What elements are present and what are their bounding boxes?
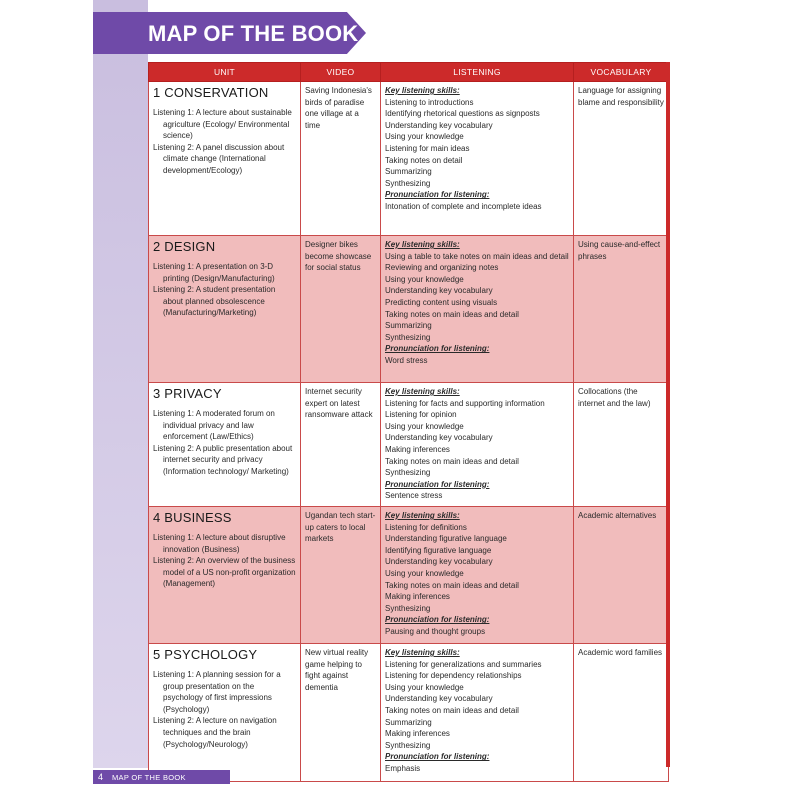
listening-cell <box>381 236 574 383</box>
skill-item: Identifying rhetorical questions as signposts <box>385 109 540 119</box>
skill-item: Understanding key vocabulary <box>385 557 493 567</box>
skill-item: Identifying figurative language <box>385 545 492 555</box>
pronunciation-item: Intonation of complete and incomplete ideas <box>385 201 542 211</box>
unit-title: 2 DESIGN <box>153 239 216 254</box>
skill-item: Summarizing <box>385 167 432 177</box>
skill-item: Synthesizing <box>385 468 431 478</box>
skill-item: Listening to introductions <box>385 97 474 107</box>
vocabulary-cell <box>574 644 669 782</box>
skill-item: Using your knowledge <box>385 682 464 692</box>
listening-1-description: Listening 1: A presentation on 3-D printing (Design/Manufacturing) <box>153 262 275 283</box>
column-header-video: VIDEO <box>301 63 381 82</box>
pronunciation-heading: Pronunciation for listening: <box>385 752 490 762</box>
listening-2-description: Listening 2: An overview of the business model of a US non-profit organization (Management) <box>153 556 296 589</box>
left-margin-band <box>93 0 148 768</box>
video-title: Designer bikes become showcase for social status <box>305 240 372 273</box>
listening-1-description: Listening 1: A lecture about sustainable agriculture (Ecology/ Environmental science) <box>153 108 292 141</box>
unit-title: 1 CONSERVATION <box>153 85 269 100</box>
listening-1-description: Listening 1: A lecture about disruptive innovation (Business) <box>153 533 286 554</box>
listening-2-description: Listening 2: A lecture on navigation techniques and the brain (Psychology/Neurology) <box>153 716 277 749</box>
skill-item: Taking notes on main ideas and detail <box>385 705 519 715</box>
skill-item: Listening for dependency relationships <box>385 671 522 681</box>
skill-item: Listening for main ideas <box>385 143 470 153</box>
skill-item: Listening for facts and supporting information <box>385 398 545 408</box>
skills-heading: Key listening skills: <box>385 86 460 95</box>
skill-item: Summarizing <box>385 717 432 727</box>
pronunciation-item: Pausing and thought groups <box>385 626 486 636</box>
pronunciation-heading: Pronunciation for listening: <box>385 190 490 200</box>
vocabulary-text: Using cause-and-effect phrases <box>578 240 661 261</box>
listening-1-description: Listening 1: A moderated forum on individual privacy and law enforcement (Law/Ethics) <box>153 409 275 442</box>
table-row <box>149 644 669 782</box>
skill-item: Understanding figurative language <box>385 534 507 544</box>
skill-item: Making inferences <box>385 729 450 739</box>
vocabulary-cell <box>574 507 669 644</box>
vocabulary-text: Language for assigning blame and responsibility <box>578 86 664 107</box>
table-row <box>149 236 669 383</box>
unit-cell <box>149 236 301 383</box>
listening-cell <box>381 644 574 782</box>
table-row <box>149 383 669 507</box>
pronunciation-heading: Pronunciation for listening: <box>385 344 490 354</box>
vocabulary-text: Academic word families <box>578 648 663 657</box>
skill-item: Using your knowledge <box>385 132 464 142</box>
skill-item: Reviewing and organizing notes <box>385 263 499 273</box>
skill-item: Using a table to take notes on main ideas and detail <box>385 251 569 261</box>
pronunciation-item: Word stress <box>385 355 428 365</box>
page-number: 4 <box>98 772 104 782</box>
listening-2-description: Listening 2: A public presentation about internet security and privacy (Information technology/ Marketing) <box>153 443 293 476</box>
table-header-row <box>149 63 669 82</box>
video-title: Ugandan tech start-up caters to local markets <box>305 511 376 544</box>
skill-item: Synthesizing <box>385 178 431 188</box>
listening-2-description: Listening 2: A panel discussion about climate change (International development/Ecology) <box>153 142 285 175</box>
video-title: Saving Indonesia's birds of paradise one village at a time <box>305 86 372 130</box>
listening-cell <box>381 82 574 236</box>
column-header-unit: UNIT <box>149 63 301 82</box>
skill-item: Synthesizing <box>385 332 431 342</box>
pronunciation-heading: Pronunciation for listening: <box>385 615 490 625</box>
skill-item: Taking notes on main ideas and detail <box>385 309 519 319</box>
skill-item: Understanding key vocabulary <box>385 694 493 704</box>
unit-title: 4 BUSINESS <box>153 510 232 525</box>
skill-item: Making inferences <box>385 592 450 602</box>
unit-cell <box>149 383 301 507</box>
page-title: MAP OF THE BOOK <box>148 21 359 46</box>
skills-heading: Key listening skills: <box>385 648 460 657</box>
pronunciation-heading: Pronunciation for listening: <box>385 479 490 489</box>
skill-item: Taking notes on main ideas and detail <box>385 580 519 590</box>
table-row <box>149 507 669 644</box>
vocabulary-cell <box>574 236 669 383</box>
video-cell <box>301 82 381 236</box>
unit-cell <box>149 82 301 236</box>
vocabulary-cell <box>574 82 669 236</box>
footer-label: MAP OF THE BOOK <box>112 773 186 782</box>
pronunciation-item: Sentence stress <box>385 491 443 501</box>
table-right-edge <box>666 62 670 767</box>
unit-cell <box>149 507 301 644</box>
video-title: Internet security expert on latest ransomware attack <box>305 387 373 420</box>
skill-item: Listening for generalizations and summaries <box>385 659 542 669</box>
video-cell <box>301 507 381 644</box>
skills-heading: Key listening skills: <box>385 240 460 249</box>
skill-item: Synthesizing <box>385 603 431 613</box>
skill-item: Understanding key vocabulary <box>385 286 493 296</box>
skill-item: Understanding key vocabulary <box>385 120 493 130</box>
skill-item: Synthesizing <box>385 740 431 750</box>
video-cell <box>301 383 381 507</box>
skill-item: Summarizing <box>385 321 432 331</box>
table-row <box>149 82 669 236</box>
skills-heading: Key listening skills: <box>385 387 460 396</box>
skill-item: Using your knowledge <box>385 274 464 284</box>
skill-item: Taking notes on main ideas and detail <box>385 456 519 466</box>
unit-cell <box>149 644 301 782</box>
video-cell <box>301 236 381 383</box>
unit-title: 5 PSYCHOLOGY <box>153 647 258 662</box>
listening-cell <box>381 507 574 644</box>
video-title: New virtual reality game helping to fight against dementia <box>305 648 369 692</box>
map-of-book-table <box>148 62 669 782</box>
listening-cell <box>381 383 574 507</box>
listening-2-description: Listening 2: A student presentation about planned obsolescence (Manufacturing/Marketing) <box>153 285 276 318</box>
skill-item: Predicting content using visuals <box>385 297 498 307</box>
vocabulary-text: Collocations (the internet and the law) <box>578 387 651 408</box>
skill-item: Listening for definitions <box>385 522 467 532</box>
skill-item: Understanding key vocabulary <box>385 433 493 443</box>
vocabulary-text: Academic alternatives <box>578 511 657 520</box>
skill-item: Making inferences <box>385 444 450 454</box>
skill-item: Using your knowledge <box>385 421 464 431</box>
skills-heading: Key listening skills: <box>385 511 460 520</box>
column-header-listening: LISTENING <box>381 63 574 82</box>
unit-title: 3 PRIVACY <box>153 386 222 401</box>
skill-item: Using your knowledge <box>385 568 464 578</box>
column-header-vocabulary: VOCABULARY <box>574 63 669 82</box>
video-cell <box>301 644 381 782</box>
pronunciation-item: Emphasis <box>385 763 421 773</box>
listening-1-description: Listening 1: A planning session for a group presentation on the psychology of first impressions (Psychology) <box>153 670 281 714</box>
skill-item: Listening for opinion <box>385 410 457 420</box>
vocabulary-cell <box>574 383 669 507</box>
skill-item: Taking notes on detail <box>385 155 463 165</box>
